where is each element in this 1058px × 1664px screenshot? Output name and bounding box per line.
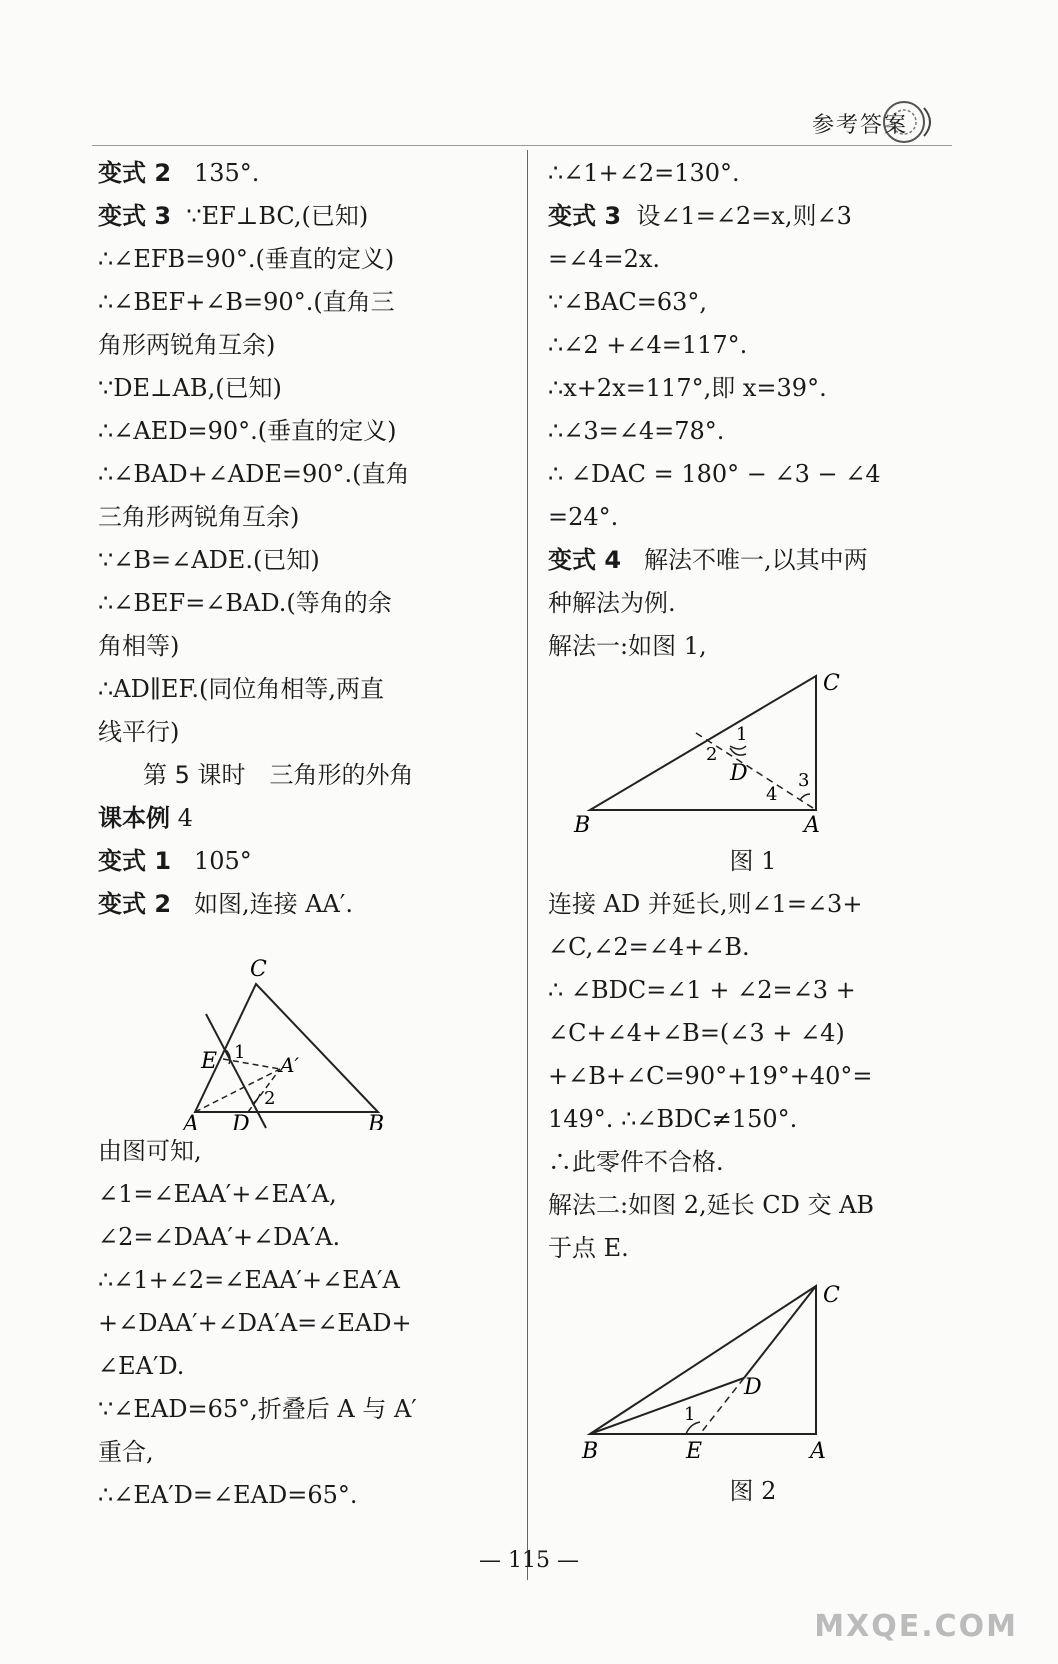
text-line: 变式 4 解法不唯一,以其中两 (548, 546, 868, 574)
text-line: ∴∠EFB=90°.(垂直的定义) (98, 245, 395, 273)
triangle-fold-figure (98, 926, 508, 1130)
column-divider (527, 150, 528, 1580)
label-angle-1: 1 (234, 1042, 246, 1063)
text-line: ∠C,∠2=∠4+∠B. (548, 933, 750, 961)
text-line: ∠C+∠4+∠B=(∠3 + ∠4) (548, 1019, 845, 1047)
text-line: ∵∠B=∠ADE.(已知) (98, 546, 320, 574)
text-line: 课本例 4 (98, 804, 193, 832)
text-line: ∴∠BEF+∠B=90°.(直角三 (98, 288, 395, 316)
label-angle-3: 3 (798, 770, 810, 791)
text-line: 变式 2 135°. (98, 159, 260, 187)
label-e: E (686, 1439, 703, 1464)
right-column (548, 152, 958, 1513)
text-line: =∠4=2x. (548, 245, 661, 273)
label-b: B (582, 1439, 599, 1464)
label-c: C (250, 957, 267, 982)
figure-2 (548, 1270, 958, 1470)
text-line: 解法一:如图 1, (548, 632, 707, 660)
text-line: 由图可知, (98, 1137, 202, 1165)
watermark: MXQE.COM (814, 1609, 1018, 1644)
text-line: 线平行) (98, 718, 180, 746)
text-line: ∴ ∠BDC=∠1 + ∠2=∠3 + (548, 976, 856, 1004)
label-b: B (368, 1112, 385, 1130)
text-line: 种解法为例. (548, 589, 676, 617)
label-a: A (804, 813, 820, 838)
header-rule (92, 145, 952, 146)
label-d: D (232, 1112, 250, 1130)
label-a: A (810, 1439, 826, 1464)
text-line: +∠B+∠C=90°+19°+40°= (548, 1062, 873, 1090)
label-c: C (823, 1283, 840, 1308)
text-line: 变式 3 ∵EF⊥BC,(已知) (98, 202, 369, 230)
text-line: 149°. ∴∠BDC≠150°. (548, 1105, 798, 1133)
text-line: 角形两锐角互余) (98, 331, 276, 359)
text-line: ∴∠3=∠4=78°. (548, 417, 725, 445)
label-d: D (730, 761, 748, 786)
text-line: ∵∠BAC=63°, (548, 288, 707, 316)
text-line: ∵DE⊥AB,(已知) (98, 374, 282, 402)
text-line: 三角形两锐角互余) (98, 503, 300, 531)
text-line: 变式 1 105° (98, 847, 252, 875)
text-line: ∴∠BAD+∠ADE=90°.(直角 (98, 460, 410, 488)
label-angle-4: 4 (766, 784, 778, 805)
label-a: A (183, 1112, 199, 1130)
text-line: ∴ ∠DAC = 180° − ∠3 − ∠4 (548, 460, 881, 488)
figure-2-caption: 图 2 (729, 1477, 777, 1505)
left-column (98, 152, 508, 1517)
label-b: B (574, 813, 591, 838)
text-line: ∴AD∥EF.(同位角相等,两直 (98, 675, 384, 703)
label-a-prime: A′ (280, 1053, 299, 1077)
text-line: 于点 E. (548, 1234, 629, 1262)
label-c: C (823, 671, 840, 696)
header-title: 参考答案 (811, 113, 908, 138)
label-angle-2: 2 (706, 744, 718, 765)
page-number: — 115 — (479, 1548, 579, 1573)
text-line: ∴x+2x=117°,即 x=39°. (548, 374, 827, 402)
section-heading: 第 5 课时 三角形的外角 (143, 761, 414, 789)
label-d: D (744, 1375, 762, 1400)
text-line: =24°. (548, 503, 619, 531)
text-line: ∵∠EAD=65°,折叠后 A 与 A′ (98, 1395, 417, 1423)
text-line: ∠2=∠DAA′+∠DA′A. (98, 1223, 341, 1251)
text-line: 变式 3 设∠1=∠2=x,则∠3 (548, 202, 852, 230)
text-line: ∴∠EA′D=∠EAD=65°. (98, 1481, 358, 1509)
text-line: ∴∠BEF=∠BAD.(等角的余 (98, 589, 392, 617)
figure-1-caption: 图 1 (729, 847, 777, 875)
text-line: ∴∠2 +∠4=117°. (548, 331, 748, 359)
label-e: E (201, 1049, 218, 1074)
text-line: ∠1=∠EAA′+∠EA′A, (98, 1180, 337, 1208)
label-angle-1: 1 (684, 1404, 696, 1425)
text-line: 重合, (98, 1438, 154, 1466)
text-line: ∠EA′D. (98, 1352, 185, 1380)
text-line: 解法二:如图 2,延长 CD 交 AB (548, 1191, 875, 1219)
text-line: ∴∠1+∠2=∠EAA′+∠EA′A (98, 1266, 400, 1294)
text-line: ∴此零件不合格. (548, 1148, 724, 1176)
label-angle-2: 2 (264, 1088, 276, 1109)
text-line: 变式 2 如图,连接 AA′. (98, 890, 353, 918)
text-line: 角相等) (98, 632, 180, 660)
text-line: ∴∠1+∠2=130°. (548, 159, 740, 187)
label-angle-1: 1 (736, 724, 748, 745)
text-line: ∴∠AED=90°.(垂直的定义) (98, 417, 397, 445)
text-line: +∠DAA′+∠DA′A=∠EAD+ (98, 1309, 412, 1337)
text-line: 连接 AD 并延长,则∠1=∠3+ (548, 890, 863, 918)
figure-1 (548, 668, 958, 840)
